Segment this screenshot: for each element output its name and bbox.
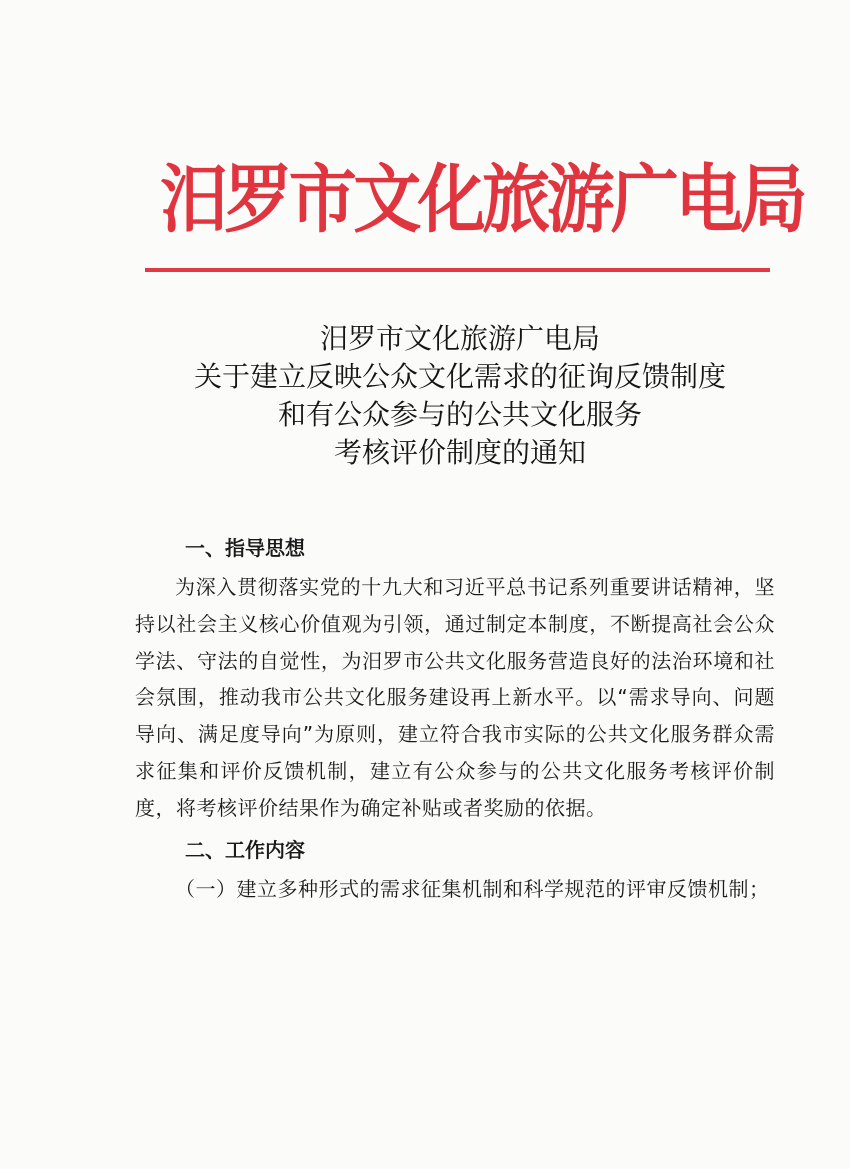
title-line-3: 和有公众参与的公共文化服务 xyxy=(277,398,642,431)
document-body xyxy=(135,533,775,907)
letterhead-org-name: 汨罗市文化旅游广电局 xyxy=(160,157,804,243)
title-line-4: 考核评价制度的通知 xyxy=(333,436,586,469)
paragraph-guiding-ideology: 为深入贯彻落实党的十九大和习近平总书记系列重要讲话精神，坚持以社会主义核心价值观为引领，通过制定本制度，不断提高社会公众学法、守法的自觉性，为汨罗市公共文化服务营造良好的法治环境和社会氛围，推动我市公共文化服务建设再上新水平。以“需求导向、问题导向、满足度导向”为原则，建立符合我市实际的公共文化服务群众需求征集和评价反馈机制，建立有公众参与的公共文化服务考核评价制度，将考核评价结果作为确定补贴或者奖励的依据。 xyxy=(135,575,775,820)
title-line-2: 关于建立反映公众文化需求的征询反馈制度 xyxy=(193,360,726,393)
paragraph-work-content-item-1: （一）建立多种形式的需求征集机制和科学规范的评审反馈机制； xyxy=(175,876,770,901)
section-heading-guiding-ideology: 一、指导思想 xyxy=(185,536,305,560)
section-heading-work-content: 二、工作内容 xyxy=(185,837,305,862)
title-line-1: 汨罗市文化旅游广电局 xyxy=(319,322,600,355)
document-title xyxy=(100,320,820,472)
letterhead-red-rule xyxy=(145,268,770,272)
